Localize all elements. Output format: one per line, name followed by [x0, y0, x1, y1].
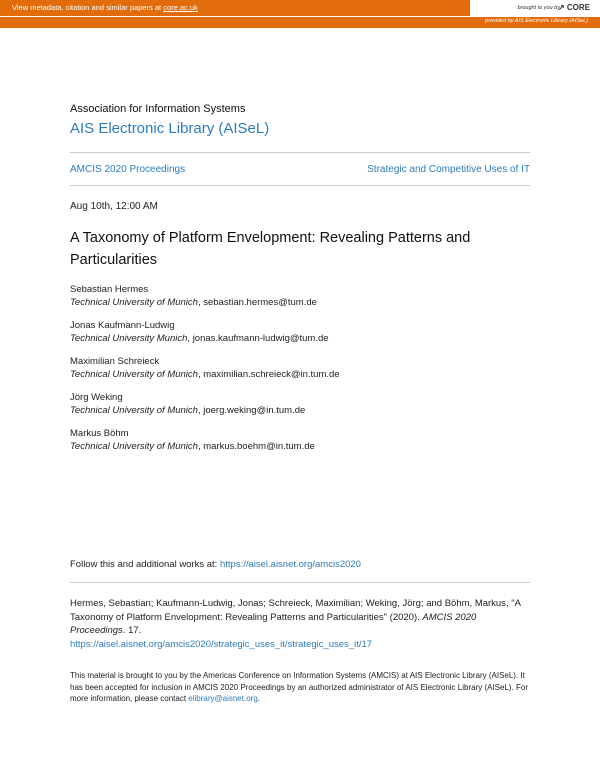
- citation-venue: AMCIS 2020 Proceedings: [70, 611, 477, 636]
- author-name: Maximilian Schreieck: [70, 356, 160, 367]
- affiliation-name: Technical University of Munich: [70, 405, 198, 416]
- follow-text: Follow this and additional works at:: [70, 559, 220, 570]
- author-name: Markus Böhm: [70, 428, 129, 439]
- core-logo[interactable]: [558, 3, 590, 12]
- divider-top: [70, 152, 530, 153]
- core-provided-strip: [0, 17, 600, 28]
- paper-date: Aug 10th, 12:00 AM: [70, 201, 158, 212]
- footer-text: This material is brought to you by the Americas Conference on Information Systems (AMCIS) at AIS Electronic Library (AISeL). It has been accepted for inclusion in AMCIS 2020 Proceedings by an authorized administrator of AIS Electronic Library (AISeL). For more information, please contact: [70, 671, 529, 703]
- author-affiliation: Technical University of Munich, markus.boehm@in.tum.de: [70, 441, 315, 452]
- author-entry: [70, 319, 329, 345]
- follow-line: [70, 559, 361, 570]
- author-email: jonas.kaufmann-ludwig@tum.de: [192, 333, 329, 344]
- core-view-metadata: [12, 3, 198, 12]
- core-view-text: View metadata, citation and similar papers at: [12, 3, 164, 12]
- affiliation-name: Technical University of Munich: [70, 441, 198, 452]
- author-name: Sebastian Hermes: [70, 284, 149, 295]
- affiliation-name: Technical University of Munich: [70, 297, 198, 308]
- divider-bottom: [70, 185, 530, 186]
- footer-end: .: [257, 694, 260, 703]
- citation-link[interactable]: https://aisel.aisnet.org/amcis2020/strategic_uses_it/strategic_uses_it/17: [70, 638, 373, 650]
- core-provided-by: provided by AIS Electronic Library (AISeL): [485, 18, 588, 24]
- core-brought-by: brought to you by: [517, 5, 560, 11]
- author-name: Jörg Weking: [70, 392, 123, 403]
- association-name: Association for Information Systems: [70, 103, 246, 115]
- proceedings-link[interactable]: AMCIS 2020 Proceedings: [70, 164, 186, 175]
- author-affiliation: Technical University of Munich, joerg.weking@in.tum.de: [70, 405, 306, 416]
- author-email: joerg.weking@in.tum.de: [203, 405, 306, 416]
- track-link[interactable]: Strategic and Competitive Uses of IT: [367, 164, 530, 175]
- author-affiliation: Technical University of Munich, maximilian.schreieck@in.tum.de: [70, 369, 340, 380]
- core-link[interactable]: core.ac.uk: [163, 3, 198, 12]
- author-email: sebastian.hermes@tum.de: [203, 297, 317, 308]
- contact-email-link[interactable]: elibrary@aisnet.org: [188, 694, 258, 703]
- author-email: maximilian.schreieck@in.tum.de: [203, 369, 340, 380]
- author-entry: [70, 427, 315, 453]
- affiliation-name: Technical University of Munich: [70, 369, 198, 380]
- author-affiliation: Technical University of Munich, sebastian.hermes@tum.de: [70, 297, 317, 308]
- library-title-link[interactable]: AIS Electronic Library (AISeL): [70, 120, 270, 137]
- author-email: markus.boehm@in.tum.de: [203, 441, 315, 452]
- author-entry: [70, 391, 305, 417]
- core-logo-text: CORE: [566, 3, 590, 12]
- author-entry: [70, 283, 317, 309]
- author-entry: [70, 355, 340, 381]
- core-logo-icon: ↗: [557, 3, 565, 12]
- affiliation-name: Technical University Munich: [70, 333, 188, 344]
- citation-text: Hermes, Sebastian; Kaufmann-Ludwig, Jonas; Schreieck, Maximilian; Weking, Jörg; and Böhm, Markus, "A Taxonomy of Platform Envelopment: Revealing Patterns and Particularities" (2020).: [70, 598, 521, 623]
- author-affiliation: Technical University Munich, jonas.kaufmann-ludwig@tum.de: [70, 333, 329, 344]
- footer-notice: [70, 670, 530, 705]
- divider-follow: [70, 582, 530, 583]
- core-logo-area: [470, 0, 600, 16]
- author-name: Jonas Kaufmann-Ludwig: [70, 320, 175, 331]
- follow-link[interactable]: https://aisel.aisnet.org/amcis2020: [219, 559, 361, 570]
- citation-number: . 17.: [122, 625, 142, 636]
- paper-title: A Taxonomy of Platform Envelopment: Revealing Patterns and Particularities: [70, 230, 471, 268]
- recommended-citation: [70, 597, 530, 651]
